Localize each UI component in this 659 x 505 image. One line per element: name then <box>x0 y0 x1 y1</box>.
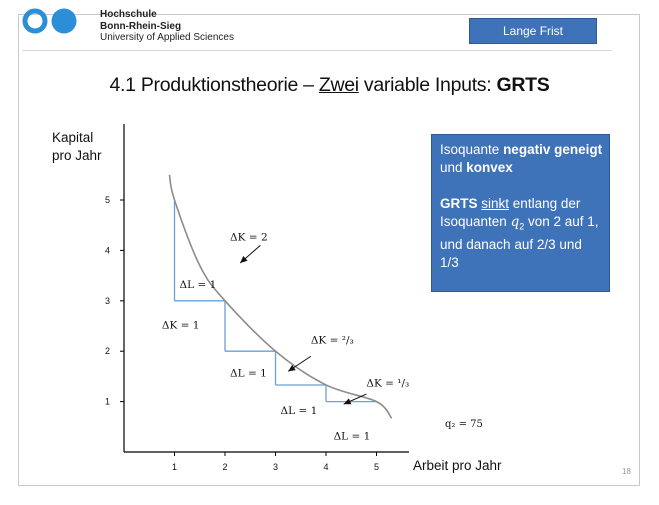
delta-l-label: ΔL = 1 <box>230 367 267 380</box>
x-tick-label: 1 <box>171 462 178 472</box>
title-middle: variable Inputs: <box>358 74 497 96</box>
delta-l-label: ΔL = 1 <box>280 405 318 418</box>
x-tick-label: 3 <box>272 462 279 472</box>
delta-l-label: ΔL = 1 <box>333 430 371 443</box>
info-underlined: sinkt <box>481 196 510 211</box>
y-tick-label: 5 <box>104 195 110 205</box>
info-bold: GRTS <box>440 196 478 211</box>
y-tick-label: 4 <box>104 245 110 256</box>
info-bold: konvex <box>466 160 513 175</box>
x-tick-label: 4 <box>323 462 329 472</box>
info-text: Isoquante <box>440 142 504 157</box>
university-line-3: University of Applied Sciences <box>100 32 234 43</box>
info-box <box>431 134 610 292</box>
y-tick-label: 2 <box>104 346 110 357</box>
university-line-2: Bonn-Rhein-Sieg <box>100 20 182 32</box>
info-bold: negativ geneigt <box>503 142 603 157</box>
title-prefix: 4.1 Produktionstheorie – <box>109 74 319 96</box>
info-text: und <box>440 160 467 175</box>
page-number: 18 <box>622 467 631 476</box>
y-axis-label-line1: Kapital <box>52 130 94 145</box>
info-text: entlang der Isoquanten <box>440 196 581 229</box>
section-badge: Lange Frist <box>469 18 597 44</box>
info-text: von 2 auf 1, und danach auf 2/3 und 1/3 <box>440 214 599 270</box>
delta-k-label: ΔK = 2 <box>230 231 268 244</box>
delta-l-label: ΔL = 1 <box>179 279 217 292</box>
info-math-sub: 2 <box>519 221 525 232</box>
title-underlined: Zwei <box>318 74 359 96</box>
delta-k-label: ΔK = ²/₃ <box>310 334 354 347</box>
x-tick-label: 2 <box>222 462 228 472</box>
isoquant-curve <box>169 175 391 418</box>
x-tick-label: 5 <box>373 462 380 472</box>
info-paragraph-1 <box>440 141 603 177</box>
info-paragraph-2 <box>440 195 603 272</box>
y-tick-label: 3 <box>104 295 110 306</box>
y-axis-label-line2: pro Jahr <box>52 148 102 163</box>
x-axis-label: Arbeit pro Jahr <box>413 458 502 473</box>
delta-k-label: ΔK = 1 <box>161 319 200 332</box>
info-math: q <box>510 214 520 230</box>
title-bold: GRTS <box>496 74 550 96</box>
isoquant-label: q₂ = 75 <box>445 419 483 430</box>
y-tick-label: 1 <box>104 396 110 407</box>
delta-k-label: ΔK = ¹/₃ <box>366 377 410 390</box>
university-line-1: Hochschule <box>100 9 157 20</box>
